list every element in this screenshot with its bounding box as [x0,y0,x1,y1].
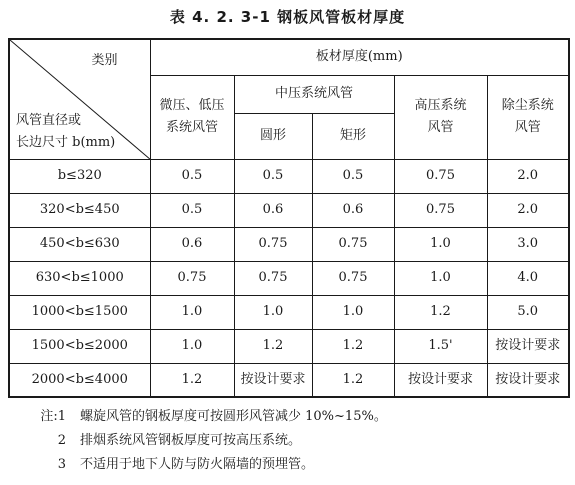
high-cell: 0.75 [394,159,487,193]
table-title: 表 4. 2. 3-1 钢板风管板材厚度 [169,8,406,26]
rect-cell: 0.75 [312,227,394,261]
round-cell: 1.0 [234,295,312,329]
corner-header-cell [9,39,150,159]
note-text: 螺旋风管的钢板厚度可按圆形风管减少 10%~15%。 [80,409,387,424]
note-text: 不适用于地下人防与防火隔墙的预埋管。 [80,457,315,472]
round-cell: 按设计要求 [234,363,312,397]
thickness-header: 板材厚度(mm) [150,39,569,75]
dust-cell: 3.0 [487,227,569,261]
table-row [9,261,569,295]
dust-cell: 按设计要求 [487,329,569,363]
high-cell: 1.0 [394,261,487,295]
col-header-dust [487,75,569,159]
high-cell: 1.0 [394,227,487,261]
note-number: 注:1 [40,409,66,424]
row-header-label [16,110,115,154]
table-row [9,227,569,261]
high-cell: 0.75 [394,193,487,227]
round-cell: 1.2 [234,329,312,363]
col-low-line1: 微压、低压 [159,97,225,113]
note-item [30,405,387,429]
round-cell: 0.5 [234,159,312,193]
low-cell: 1.0 [150,329,234,363]
low-cell: 0.5 [150,159,234,193]
dust-cell: 2.0 [487,193,569,227]
size-cell: 1000<b≤1500 [9,295,150,329]
col-high-line2: 风管 [427,120,454,135]
size-cell: 1500<b≤2000 [9,329,150,363]
col-high-line1: 高压系统 [414,97,467,113]
size-cell: 320<b≤450 [9,193,150,227]
size-cell: 630<b≤1000 [9,261,150,295]
round-cell: 0.75 [234,261,312,295]
low-cell: 0.6 [150,227,234,261]
low-cell: 0.75 [150,261,234,295]
rect-cell: 1.2 [312,363,394,397]
table-row [9,329,569,363]
round-cell: 0.6 [234,193,312,227]
col-low-line2: 系统风管 [165,120,218,135]
category-label: 类别 [91,53,118,68]
col-dust-line1: 除尘系统 [501,97,554,113]
dust-cell: 5.0 [487,295,569,329]
row-header-line1: 风管直径或 [16,113,82,128]
low-cell: 1.2 [150,363,234,397]
rect-cell: 1.2 [312,329,394,363]
size-cell: b≤320 [9,159,150,193]
note-item [30,453,387,477]
low-cell: 0.5 [150,193,234,227]
note-text: 排烟系统风管钢板厚度可按高压系统。 [80,433,302,448]
table-row [9,193,569,227]
note-number: 3 [57,457,66,472]
note-number: 2 [57,433,66,448]
steel-thickness-table [8,38,570,398]
col-header-round: 圆形 [234,113,312,159]
size-cell: 450<b≤630 [9,227,150,261]
dust-cell: 4.0 [487,261,569,295]
dust-cell: 2.0 [487,159,569,193]
table-notes [30,405,387,477]
rect-cell: 0.75 [312,261,394,295]
rect-cell: 1.0 [312,295,394,329]
table-row [9,363,569,397]
rect-cell: 0.5 [312,159,394,193]
size-cell: 2000<b≤4000 [9,363,150,397]
high-cell: 1.5' [394,329,487,363]
col-header-mid: 中压系统风管 [234,75,394,113]
col-dust-line2: 风管 [514,120,541,135]
dust-cell: 按设计要求 [487,363,569,397]
col-header-high [394,75,487,159]
row-header-line2: 长边尺寸 b(mm) [16,135,116,151]
high-cell: 1.2 [394,295,487,329]
col-header-low [150,75,234,159]
table-row [9,295,569,329]
table-row [9,159,569,193]
note-item [30,429,387,453]
high-cell: 按设计要求 [394,363,487,397]
col-header-rect: 矩形 [312,113,394,159]
rect-cell: 0.6 [312,193,394,227]
low-cell: 1.0 [150,295,234,329]
round-cell: 0.75 [234,227,312,261]
